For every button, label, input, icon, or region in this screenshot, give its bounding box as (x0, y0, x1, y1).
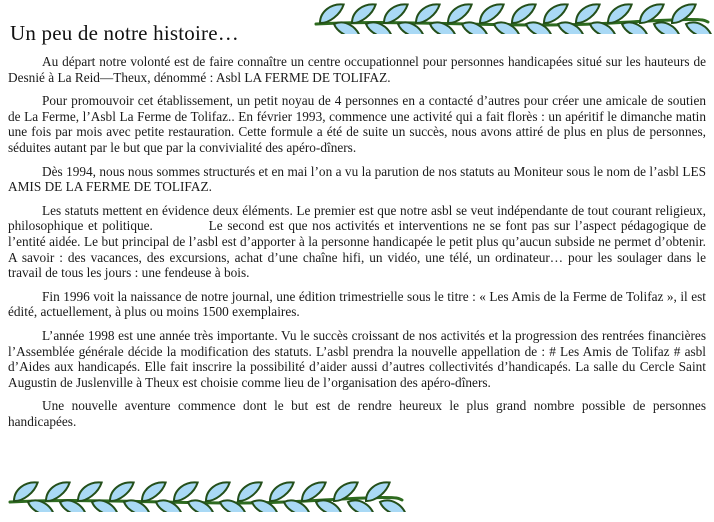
paragraph-2: Pour promouvoir cet établissement, un petit noyau de 4 personnes en a contacté d’autres pour créer une amicale de soutien de La Ferme, l’Asbl La Ferme de Tolifaz.. En février 1993, commence une activité qui a fait florès : un apéritif le dimanche matin une fois par mois avec petite restauration. Cette formule a été de suite un succès, nous avons attiré de plus en plus de personnes, séduites autant par le but que par la convivialité des apéro-dîners. (8, 93, 706, 155)
paragraph-6: L’année 1998 est une année très importante. Vu le succès croissant de nos activités et la progression des rentrées financières l’Assemblée générale décide la modification des statuts. L’asbl prendra la nouvelle appellation de : # Les Amis de Tolifaz # asbl d’Aides aux handicapés. Elle fait inscrire la possibilité d’aider aussi d’autres collectivités d’handicapés. La salle du Cercle Saint Augustin de Juslenville à Theux est choisie comme lieu de l’organisation des apéro-dîners. (8, 327, 706, 390)
leaf-garland-top-icon (312, 0, 712, 34)
page-title: Un peu de notre histoire… (10, 21, 239, 45)
paragraph-4: Les statuts mettent en évidence deux éléments. Le premier est que notre asbl se veut indépendante de tout courant religieux, philosophique et politique. Le second est que nos activités et interventions ne se font pas sur l’aspect pédagogique de l’entité aidée. Le but principal de l’asbl est d’apporter à la personne handicapée le petit plus qu’aucun subside ne permet d’obtenir. A savoir : des vacances, des excursions, achat d’une chaîne hifi, un vidéo, une télé, un ordinateur… pour les soulager dans le travail de tous les jours : une fendeuse à bois. (8, 202, 710, 281)
story-text (8, 54, 710, 437)
leaf-garland-bottom-icon (6, 478, 406, 512)
paragraph-1: Au départ notre volonté est de faire connaître un centre occupationnel pour personnes handicapées situé sur les hauteurs de Desnié à La Reid—Theux, dénommé : Asbl LA FERME DE TOLIFAZ. (8, 54, 706, 85)
paragraph-3: Dès 1994, nous nous sommes structurés et en mai l’on a vu la parution de nos statuts au Moniteur sous le nom de l’asbl LES AMIS DE LA FERME DE TOLIFAZ. (8, 163, 706, 195)
paragraph-7: Une nouvelle aventure commence dont le but est de rendre heureux le plus grand nombre possible de personnes handicapées. (8, 398, 706, 429)
paragraph-5: Fin 1996 voit la naissance de notre journal, une édition trimestrielle sous le titre : « Les Amis de la Ferme de Tolifaz », il est édité, actuellement, à plus ou moins 1500 exemplaires. (8, 288, 706, 320)
